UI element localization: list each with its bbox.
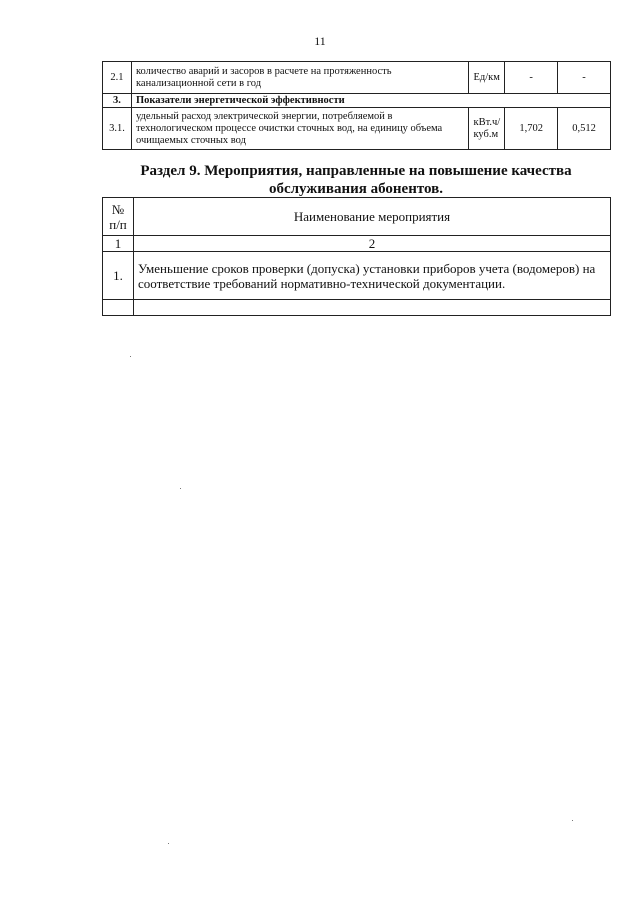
page-number: 11 <box>314 34 326 48</box>
table-row <box>103 94 611 108</box>
scan-speck <box>168 843 169 844</box>
table-header-row <box>103 198 611 236</box>
table-row-empty <box>103 300 611 316</box>
indicator-group-title: Показатели энергетической эффективности <box>131 94 610 108</box>
indicator-unit: Ед/км <box>469 62 505 94</box>
indicator-value-2: - <box>558 62 611 94</box>
indicator-value-2: 0,512 <box>558 108 611 150</box>
column-header-number: № п/п <box>103 198 134 236</box>
indicator-name: количество аварий и засоров в расчете на протяженность канализационной сети в год <box>131 62 469 94</box>
row-number: 2.1 <box>103 62 132 94</box>
indicator-unit: кВт.ч/куб.м <box>469 108 505 150</box>
indicator-value-1: - <box>505 62 558 94</box>
table-row <box>103 252 611 300</box>
indicator-name: удельный расход электрической энергии, потребляемой в технологическом процессе очистки сточных вод, на единицу объема очищаемых сточных вод <box>131 108 469 150</box>
column-index-number: 1 <box>103 236 134 252</box>
section-heading: Раздел 9. Мероприятия, направленные на повышение качества обслуживания абонентов. <box>140 163 572 197</box>
column-header-name: Наименование мероприятия <box>134 198 611 236</box>
row-number: 1. <box>103 252 134 300</box>
measures-table <box>102 197 611 316</box>
measure-name <box>134 300 611 316</box>
scan-speck <box>180 488 181 489</box>
row-number: 3.1. <box>103 108 132 150</box>
column-index-name: 2 <box>134 236 611 252</box>
row-number <box>103 300 134 316</box>
indicator-value-1: 1,702 <box>505 108 558 150</box>
scan-speck <box>572 820 573 821</box>
table-row <box>103 62 611 94</box>
scan-speck <box>130 356 131 357</box>
table-index-row <box>103 236 611 252</box>
indicators-table <box>102 61 611 150</box>
measure-name: Уменьшение сроков проверки (допуска) установки приборов учета (водомеров) на соответствие требований нормативно-технической документации. <box>134 252 611 300</box>
row-number: 3. <box>103 94 132 108</box>
table-row <box>103 108 611 150</box>
